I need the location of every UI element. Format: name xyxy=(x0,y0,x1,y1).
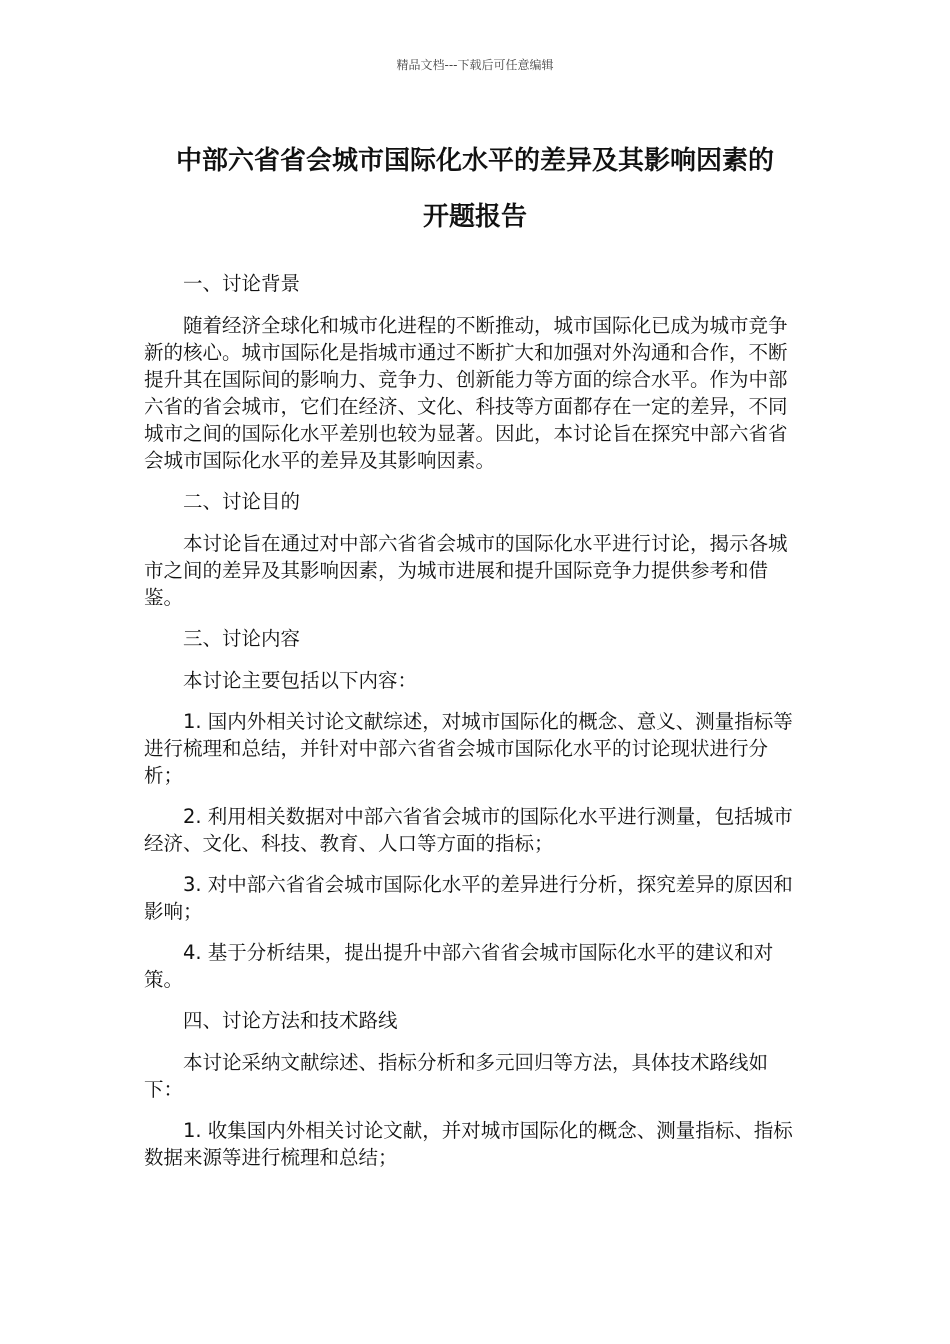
paragraph-content-intro: 本讨论主要包括以下内容： xyxy=(183,669,418,692)
list-item-content-2: 2. 利用相关数据对中部六省省会城市的国际化水平进行测量，包括城市经济、文化、科技、教育、人口等方面的指标； xyxy=(144,805,793,855)
list-item-content-4: 4. 基于分析结果，提出提升中部六省省会城市国际化水平的建议和对策。 xyxy=(144,941,774,991)
title-line-1: 中部六省省会城市国际化水平的差异及其影响因素的 xyxy=(175,146,774,176)
section-heading-background: 一、讨论背景 xyxy=(183,272,301,295)
list-item-methods-1: 1. 收集国内外相关讨论文献，并对城市国际化的概念、测量指标、指标数据来源等进行梳理和总结； xyxy=(144,1119,793,1169)
document-title xyxy=(120,133,830,245)
document-body xyxy=(144,270,804,1185)
paragraph-methods-intro: 本讨论采纳文献综述、指标分析和多元回归等方法，具体技术路线如下： xyxy=(144,1051,769,1101)
list-item-content-3: 3. 对中部六省省会城市国际化水平的差异进行分析，探究差异的原因和影响； xyxy=(144,873,793,923)
section-heading-content: 三、讨论内容 xyxy=(183,627,301,650)
title-line-2: 开题报告 xyxy=(422,202,527,232)
paragraph-background: 随着经济全球化和城市化进程的不断推动，城市国际化已成为城市竞争新的核心。城市国际化是指城市通过不断扩大和加强对外沟通和合作，不断提升其在国际间的影响力、竞争力、创新能力等方面的综合水平。作为中部六省的省会城市，它们在经济、文化、科技等方面都存在一定的差异，不同城市之间的国际化水平差别也较为显著。因此，本讨论旨在探究中部六省省会城市国际化水平的差异及其影响因素。 xyxy=(144,314,788,472)
list-item-content-1: 1. 国内外相关讨论文献综述，对城市国际化的概念、意义、测量指标等进行梳理和总结，并针对中部六省省会城市国际化水平的讨论现状进行分析； xyxy=(144,710,793,787)
section-heading-methods: 四、讨论方法和技术路线 xyxy=(183,1009,398,1032)
header-watermark: 精品文档---下载后可任意编辑 xyxy=(396,58,554,72)
paragraph-purpose: 本讨论旨在通过对中部六省省会城市的国际化水平进行讨论，揭示各城市之间的差异及其影响因素，为城市进展和提升国际竞争力提供参考和借鉴。 xyxy=(144,532,788,609)
section-heading-purpose: 二、讨论目的 xyxy=(183,490,301,513)
